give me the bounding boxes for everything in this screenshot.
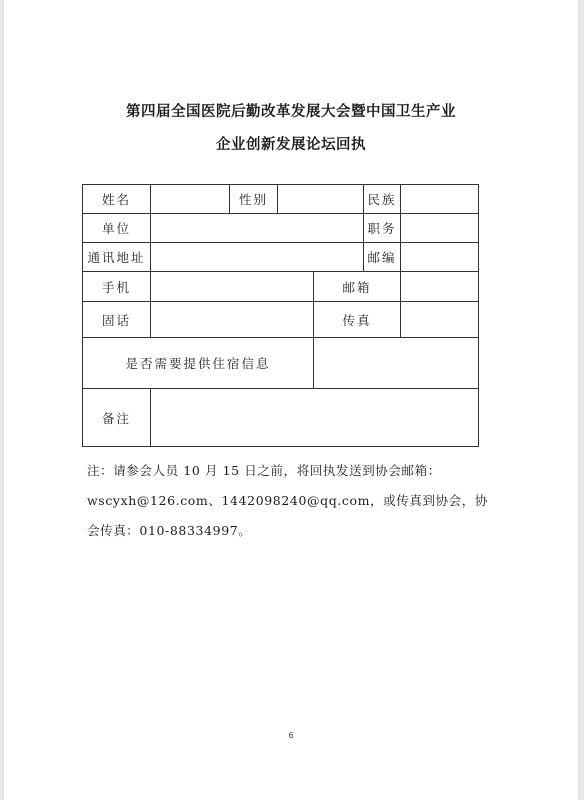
remarks-label: 备注 bbox=[83, 389, 151, 447]
accommodation-field[interactable] bbox=[314, 338, 479, 389]
fax-label: 传真 bbox=[314, 302, 401, 338]
page-number: 6 bbox=[288, 731, 294, 740]
table-row-remarks bbox=[83, 389, 479, 447]
document-title-line-1: 第四届全国医院后勤改革发展大会暨中国卫生产业 bbox=[126, 103, 456, 120]
address-field[interactable] bbox=[151, 243, 364, 272]
table-row-accommodation bbox=[83, 338, 479, 389]
submission-note bbox=[87, 456, 487, 546]
mobile-field[interactable] bbox=[151, 272, 314, 302]
fax-field[interactable] bbox=[401, 302, 479, 338]
ethnicity-field[interactable] bbox=[401, 185, 479, 214]
position-label: 职务 bbox=[364, 214, 401, 243]
table-row-landline bbox=[83, 302, 479, 338]
table-row-name bbox=[83, 185, 479, 214]
table-row-mobile bbox=[83, 272, 479, 302]
postcode-label: 邮编 bbox=[364, 243, 401, 272]
accommodation-label: 是否需要提供住宿信息 bbox=[83, 338, 314, 389]
email-field[interactable] bbox=[401, 272, 479, 302]
landline-field[interactable] bbox=[151, 302, 314, 338]
ethnicity-label: 民族 bbox=[364, 185, 401, 214]
gender-field[interactable] bbox=[278, 185, 364, 214]
table-row-work-unit bbox=[83, 214, 479, 243]
table-row-address bbox=[83, 243, 479, 272]
note-line-1: 注：请参会人员 10 月 15 日之前，将回执发送到协会邮箱： bbox=[87, 463, 441, 478]
email-label: 邮箱 bbox=[314, 272, 401, 302]
mobile-label: 手机 bbox=[83, 272, 151, 302]
document-page bbox=[4, 0, 578, 800]
document-title-line-2: 企业创新发展论坛回执 bbox=[216, 136, 366, 153]
name-label: 姓名 bbox=[83, 185, 151, 214]
landline-label: 固话 bbox=[83, 302, 151, 338]
work-unit-label: 单位 bbox=[83, 214, 151, 243]
gender-label: 性别 bbox=[230, 185, 278, 214]
position-field[interactable] bbox=[401, 214, 479, 243]
postcode-field[interactable] bbox=[401, 243, 479, 272]
work-unit-field[interactable] bbox=[151, 214, 364, 243]
registration-form-table bbox=[82, 184, 479, 447]
name-field[interactable] bbox=[151, 185, 230, 214]
remarks-field[interactable] bbox=[151, 389, 479, 447]
note-line-3: 会传真：010-88334997。 bbox=[87, 523, 252, 538]
address-label: 通讯地址 bbox=[83, 243, 151, 272]
note-line-2: wscyxh@126.com、1442098240@qq.com，或传真到协会，协 bbox=[87, 493, 488, 508]
